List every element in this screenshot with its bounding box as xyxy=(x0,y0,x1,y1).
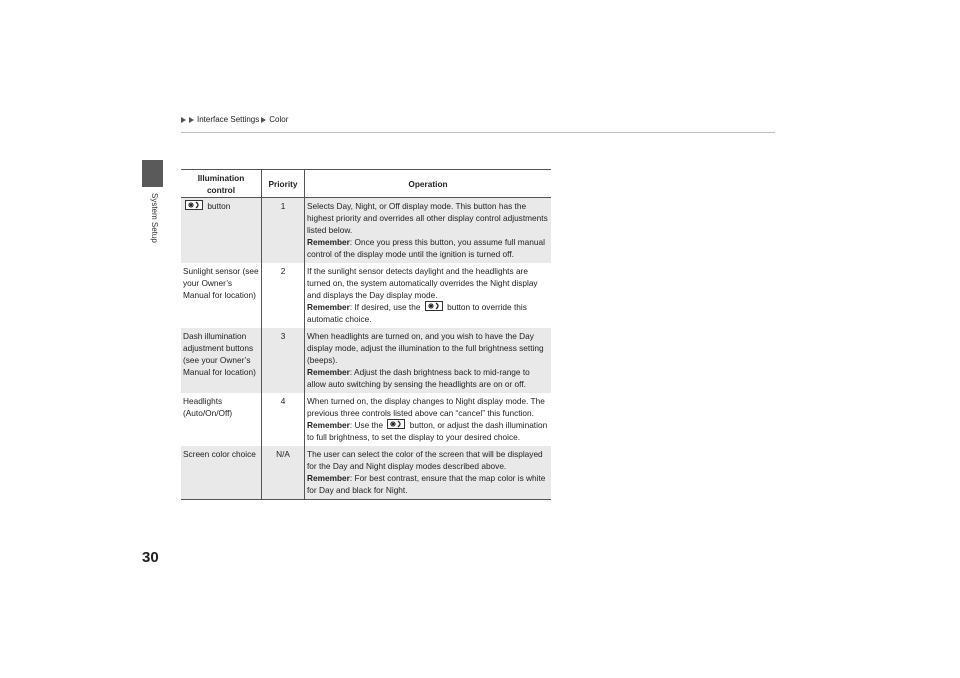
cell-operation: If the sunlight sensor detects daylight and the headlights are turned on, the system automatically overrides the Night display and displays the Day display mode. Remember: If desired, use the button to override this automatic choice. xyxy=(307,266,538,324)
cell-control: Screen color choice xyxy=(181,446,262,500)
triangle-right-icon xyxy=(181,117,186,123)
header-control: Illumination control xyxy=(181,170,262,198)
table-row xyxy=(181,263,551,328)
display-button-icon xyxy=(185,200,203,210)
breadcrumb-page: Color xyxy=(269,115,289,124)
display-button-icon xyxy=(387,419,405,429)
table-row xyxy=(181,198,551,264)
table-row xyxy=(181,328,551,393)
cell-operation: The user can select the color of the screen that will be displayed for the Day and Night display modes described above. Remember: For best contrast, ensure that the map color is white for Day and black for Night. xyxy=(305,446,552,500)
cell-control: Headlights (Auto/On/Off) xyxy=(181,393,262,446)
header-operation: Operation xyxy=(305,170,552,198)
cell-operation: Selects Day, Night, or Off display mode. This button has the highest priority and overrides all other display control adjustments listed below. Remember: Once you press this button, you assume full manual control of the display mode until the ignition is turned off. xyxy=(305,198,552,264)
side-tab xyxy=(142,160,163,187)
cell-operation: When headlights are turned on, and you wish to have the Day display mode, adjust the illumination to the full brightness setting (beeps). Remember: Adjust the dash brightness back to mid-range to allow auto switching by sensing the headlights are on or off. xyxy=(305,328,552,393)
table-row xyxy=(181,393,551,446)
cell-control: Sunlight sensor (see your Owner’s Manual for location) xyxy=(181,263,262,328)
cell-operation: When turned on, the display changes to Night display mode. The previous three controls listed above can “cancel” this function. Remember: Use the button, or adjust the dash illumination to full brightness, to set the display to your desired choice. xyxy=(307,396,548,442)
cell-priority: 3 xyxy=(262,328,305,393)
side-label: System Setup xyxy=(150,193,159,243)
page-number: 30 xyxy=(142,549,159,566)
cell-priority: 2 xyxy=(262,263,305,328)
table-row xyxy=(181,446,551,500)
cell-priority: 1 xyxy=(262,198,305,264)
cell-control: Dash illumination adjustment buttons (see your Owner’s Manual for location) xyxy=(181,328,262,393)
header-priority: Priority xyxy=(262,170,305,198)
display-button-icon xyxy=(425,301,443,311)
breadcrumb-section: Interface Settings xyxy=(197,115,260,124)
cell-priority: 4 xyxy=(262,393,305,446)
triangle-right-icon xyxy=(189,117,194,123)
illumination-table xyxy=(181,169,551,500)
cell-priority: N/A xyxy=(262,446,305,500)
breadcrumb xyxy=(181,115,288,124)
header-rule xyxy=(181,132,775,133)
table-header-row xyxy=(181,170,551,198)
cell-control: button xyxy=(181,198,262,264)
triangle-right-icon xyxy=(261,117,266,123)
